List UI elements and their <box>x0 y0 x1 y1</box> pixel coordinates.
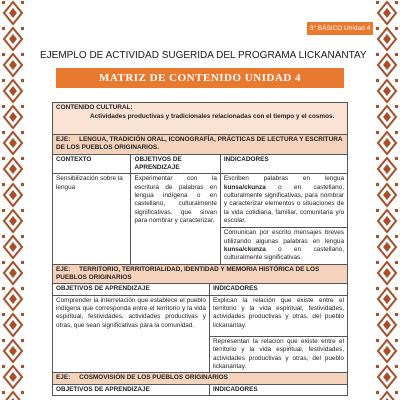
border-dot <box>21 157 24 160</box>
border-dot <box>2 53 5 56</box>
border-diamond-core <box>9 60 17 70</box>
border-dot <box>395 287 398 290</box>
border-dot <box>395 105 398 108</box>
border-dot <box>21 27 24 30</box>
content-matrix-table <box>52 102 348 396</box>
border-diamond-core <box>9 320 17 330</box>
border-dot <box>2 131 5 134</box>
border-dot <box>395 235 398 238</box>
border-diamond-core <box>9 138 17 148</box>
border-diamond-core <box>9 268 17 278</box>
border-dot <box>376 313 379 316</box>
cultural-content-label: CONTENIDO CULTURAL: <box>56 104 133 111</box>
border-dot <box>21 209 24 212</box>
border-dot <box>395 209 398 212</box>
border-diamond-core <box>9 86 17 96</box>
border-diamond-core <box>9 164 17 174</box>
border-diamond-core <box>383 320 391 330</box>
border-dot <box>395 79 398 82</box>
border-diamond-core <box>383 372 391 382</box>
border-dot <box>2 261 5 264</box>
indicador-1: Explican la relación que existe entre el territorio y la vida espiritual, festividades, actividades productivas y otras, del pueblo lickanantay. <box>212 296 344 329</box>
eje-prefix: EJE: <box>56 136 71 143</box>
border-dot <box>395 53 398 56</box>
border-diamond-core <box>383 112 391 122</box>
eje-prefix: EJE: <box>56 374 71 382</box>
border-diamond-core <box>9 190 17 200</box>
border-diamond-core <box>9 372 17 382</box>
border-dot <box>395 261 398 264</box>
border-dot <box>376 235 379 238</box>
border-diamond-core <box>383 190 391 200</box>
eje-1-content-row <box>52 173 348 263</box>
border-dot <box>376 53 379 56</box>
contexto-cell: Sensibilización sobre la lengua <box>53 174 131 263</box>
border-dot <box>21 339 24 342</box>
eje-3-title: COSMOVISIÓN DE LOS PUEBLOS ORIGINARIOS <box>79 374 228 382</box>
indicadores-cell <box>221 174 347 263</box>
border-dot <box>376 365 379 368</box>
border-dot <box>2 209 5 212</box>
cultural-content-value: Actividades productivas y tradicionales relacionadas con el tiempo y el cosmos. <box>90 113 335 121</box>
border-dot <box>395 183 398 186</box>
border-dot <box>395 157 398 160</box>
decorative-border-right <box>374 0 400 400</box>
eje-3-header <box>52 372 348 383</box>
indicador-2: Representan la relación que existe entre el territorio y la vida espiritual, festividades, actividades productivas y otras, del pueblo lickanantay. <box>210 336 347 371</box>
indicadores-cell <box>210 296 347 373</box>
border-diamond-core <box>383 294 391 304</box>
border-dot <box>395 131 398 134</box>
border-dot <box>21 79 24 82</box>
border-diamond-core <box>383 8 391 18</box>
grade-unit-badge: 3° BÁSICO Unidad 4 <box>307 22 373 35</box>
border-dot <box>2 1 5 4</box>
border-dot <box>376 287 379 290</box>
border-dot <box>21 261 24 264</box>
indicador-1: Escriben palabras en lengua kunsa/ckunza o en castellano, culturalmente significativas, para nombrar y caracterizar elementos o situaciones de la vida cotidiana, familiar, comunitaria y/o escolar. <box>223 175 345 224</box>
border-dot <box>21 53 24 56</box>
border-dot <box>21 287 24 290</box>
eje-1-column-headers <box>52 154 348 174</box>
decorative-border-left <box>0 0 26 400</box>
header-contexto: CONTEXTO <box>53 155 131 174</box>
border-dot <box>376 105 379 108</box>
border-diamond-core <box>383 34 391 44</box>
matrix-banner: MATRIZ DE CONTENIDO UNIDAD 4 <box>56 68 344 88</box>
border-diamond-core <box>9 216 17 226</box>
border-dot <box>21 391 24 394</box>
border-pattern-right <box>374 0 400 400</box>
border-dot <box>376 1 379 4</box>
border-dot <box>2 183 5 186</box>
eje-2-column-headers <box>52 283 348 294</box>
border-dot <box>376 131 379 134</box>
border-dot <box>2 27 5 30</box>
header-indicadores: INDICADORES <box>212 385 258 393</box>
header-indicadores: INDICADORES <box>223 155 269 163</box>
header-indicadores: INDICADORES <box>212 285 258 293</box>
border-diamond-core <box>383 164 391 174</box>
border-diamond-core <box>9 112 17 122</box>
border-dot <box>395 339 398 342</box>
border-diamond-core <box>9 294 17 304</box>
eje-1-title: LENGUA, TRADICIÓN ORAL, ICONOGRAFÍA, PRÁCTICAS DE LECTURA Y ESCRITURA DE LOS PUEBLOS ORIGINARIOS. <box>56 136 343 152</box>
header-objetivos: OBJETIVOS DE APRENDIZAJE <box>131 155 220 174</box>
border-dot <box>376 183 379 186</box>
border-dot <box>376 261 379 264</box>
border-dot <box>21 183 24 186</box>
border-diamond-core <box>9 8 17 18</box>
border-diamond-core <box>9 346 17 356</box>
border-dot <box>395 391 398 394</box>
border-diamond-core <box>383 60 391 70</box>
header-objetivos: OBJETIVOS DE APRENDIZAJE <box>53 284 210 294</box>
header-objetivos: OBJETIVOS DE APRENDIZAJE <box>53 385 210 395</box>
border-diamond-core <box>383 268 391 278</box>
border-dot <box>2 391 5 394</box>
border-dot <box>21 235 24 238</box>
border-diamond-core <box>383 138 391 148</box>
border-dot <box>2 313 5 316</box>
cultural-content-row <box>52 102 348 134</box>
border-dot <box>2 235 5 238</box>
border-dot <box>376 79 379 82</box>
indicador-2: Comunican por escrito mensajes breves utilizando algunas palabras en lengua kunsa/ckunza o en castellano, culturalmente significativas. <box>221 227 347 262</box>
border-dot <box>395 1 398 4</box>
border-diamond-core <box>9 242 17 252</box>
border-dot <box>376 339 379 342</box>
document-title: EJEMPLO DE ACTIVIDAD SUGERIDA DEL PROGRAMA LICKANANTAY <box>40 50 367 61</box>
eje-2-header <box>52 264 348 284</box>
border-dot <box>395 365 398 368</box>
objetivo-cell: Comprender la interrelación que establece el pueblo indígena que corresponda entre el territorio y la vida espiritual, festividades, actividades productivas y otras, que sean significativas para la comunidad. <box>53 296 210 373</box>
border-dot <box>21 131 24 134</box>
border-dot <box>395 27 398 30</box>
border-diamond-core <box>383 216 391 226</box>
border-dot <box>21 105 24 108</box>
eje-2-title: TERRITORIO, TERRITORIALIDAD, IDENTIDAD Y MEMORIA HISTÓRICA DE LOS PUEBLOS ORIGINARIOS <box>56 265 320 281</box>
border-dot <box>21 313 24 316</box>
border-diamond-core <box>383 86 391 96</box>
border-dot <box>2 157 5 160</box>
border-diamond-core <box>383 242 391 252</box>
border-dot <box>376 27 379 30</box>
eje-prefix: EJE: <box>56 265 71 273</box>
border-pattern-left <box>0 0 26 400</box>
border-diamond-core <box>9 34 17 44</box>
border-dot <box>2 287 5 290</box>
eje-3-column-headers <box>52 384 348 396</box>
objetivo-cell: Experimentar con la escritura de palabras en lengua indígena o en castellano, culturalmente significativas, que sirvan para nombrar y caracterizar. <box>131 174 220 263</box>
border-dot <box>21 365 24 368</box>
border-dot <box>21 1 24 4</box>
eje-1-header <box>52 134 348 154</box>
border-dot <box>2 79 5 82</box>
eje-2-content-row <box>52 295 348 373</box>
border-dot <box>2 365 5 368</box>
border-dot <box>376 157 379 160</box>
border-dot <box>2 339 5 342</box>
border-dot <box>376 209 379 212</box>
border-dot <box>376 391 379 394</box>
border-diamond-core <box>383 346 391 356</box>
border-dot <box>395 313 398 316</box>
border-dot <box>2 105 5 108</box>
